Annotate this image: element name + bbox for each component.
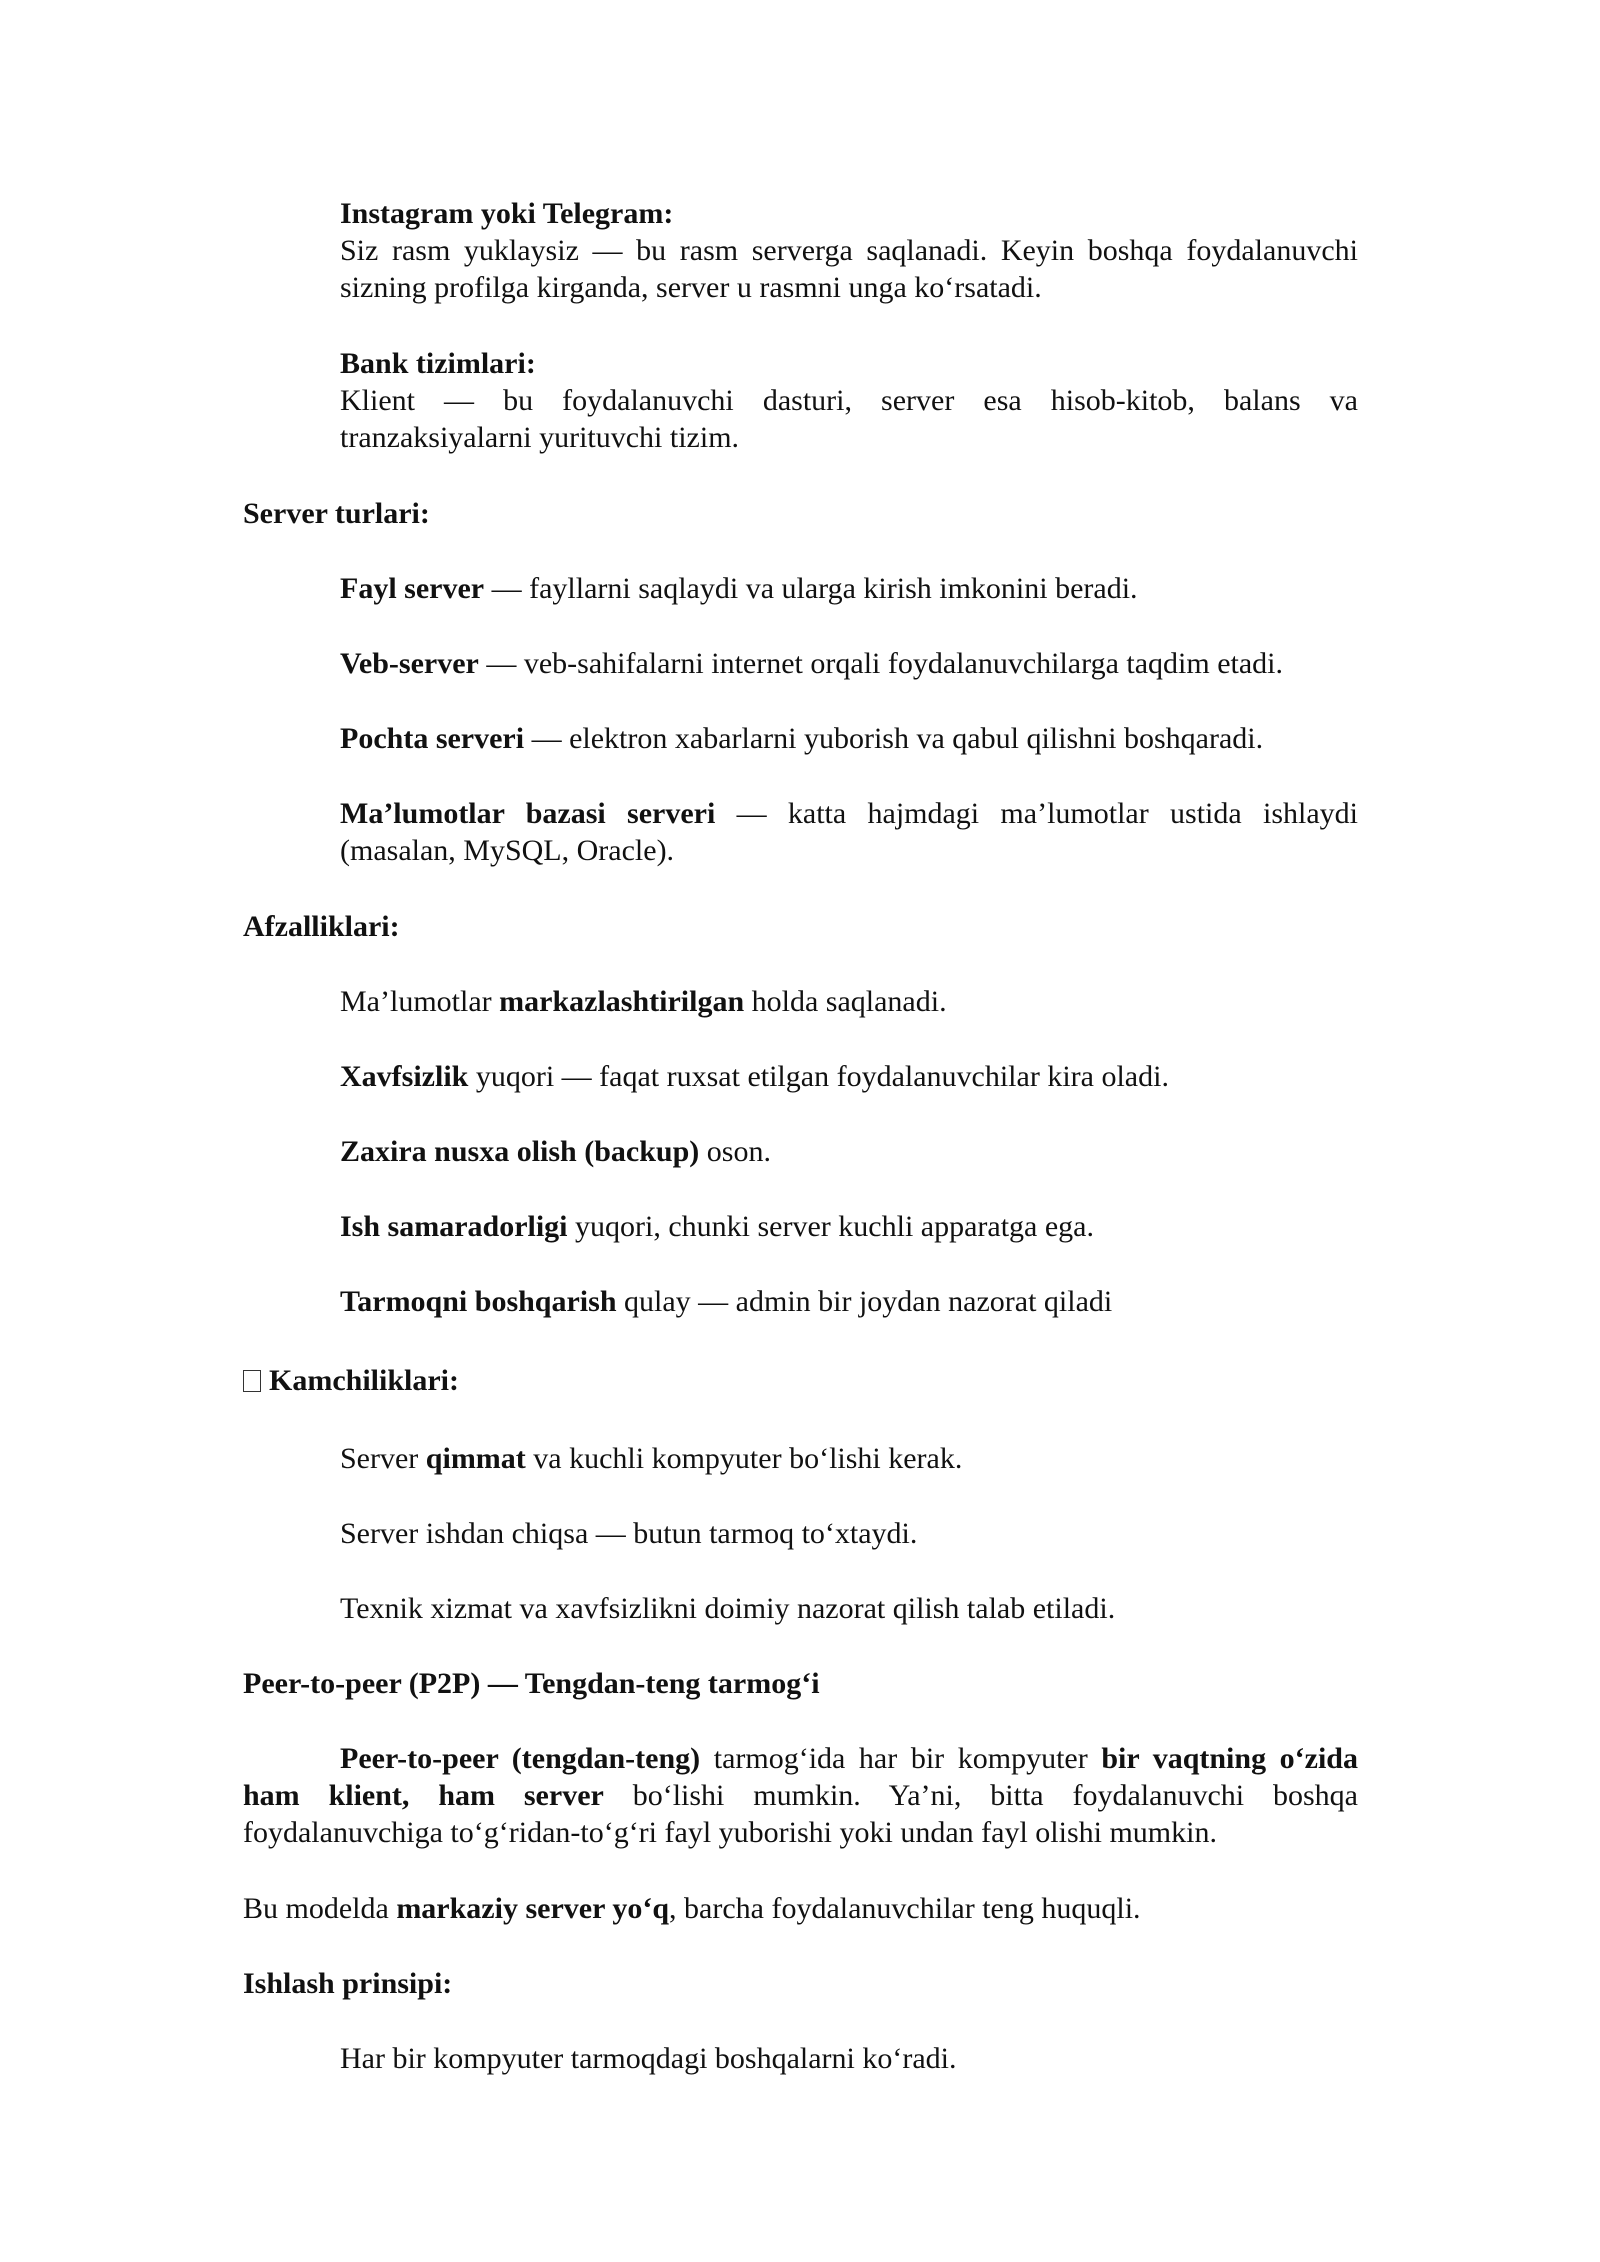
p2p-heading: Peer-to-peer (P2P) — Tengdan-teng tarmog‘i: [243, 1667, 820, 1700]
advantage-item: [340, 983, 1358, 1020]
server-type-term: Pochta serveri: [340, 722, 525, 755]
disadvantage-text: Texnik xizmat va xavfsizlikni doimiy nazorat qilish talab etiladi.: [340, 1592, 1116, 1625]
advantage-keyword: Xavfsizlik: [340, 1060, 469, 1093]
disadvantage-item: [340, 1440, 1358, 1477]
server-type-desc: — fayllarni saqlaydi va ularga kirish imkonini beradi.: [484, 572, 1138, 605]
server-type-desc: — elektron xabarlarni yuborish va qabul qilishni boshqaradi.: [524, 722, 1264, 755]
advantage-keyword: markazlashtirilgan: [499, 985, 745, 1018]
advantage-keyword: Zaxira nusxa olish (backup): [340, 1135, 700, 1168]
server-type-item: [340, 795, 1358, 869]
advantage-item: [340, 1283, 1358, 1320]
p2p-keyword: bir vaqtning o‘zida ham klient, ham server: [243, 1742, 1358, 1812]
p2p-text: bo‘lishi mumkin. Ya’ni, bitta foydalanuvchi boshqa foydalanuvchiga to‘g‘ridan-to‘g‘ri fayl yuborishi yoki undan fayl olishi mumkin.: [243, 1779, 1358, 1849]
advantage-text: yuqori — faqat ruxsat etilgan foydalanuvchilar kira oladi.: [468, 1060, 1169, 1093]
advantage-item: [340, 1208, 1358, 1245]
p2p-text: tarmog‘ida har bir kompyuter: [700, 1742, 1102, 1775]
advantage-item: [340, 1133, 1358, 1170]
disadvantages-heading-text: Kamchiliklari:: [269, 1364, 459, 1397]
advantages-heading: Afzalliklari:: [243, 910, 400, 943]
server-type-term: Ma’lumotlar bazasi serveri: [340, 797, 716, 830]
advantage-keyword: Tarmoqni boshqarish: [340, 1285, 617, 1318]
server-type-desc: — katta hajmdagi ma’lumotlar ustida ishlaydi (masalan, MySQL, Oracle).: [340, 797, 1358, 867]
p2p-text: Bu modelda: [243, 1892, 397, 1925]
checkbox-icon: [243, 1370, 261, 1392]
p2p-paragraph-1: [243, 1740, 1358, 1851]
server-type-term: Fayl server: [340, 572, 485, 605]
advantage-text: oson.: [699, 1135, 771, 1168]
advantage-text: holda saqlanadi.: [744, 985, 947, 1018]
disadvantage-item: [340, 1515, 1358, 1552]
server-type-desc: — veb-sahifalarni internet orqali foydalanuvchilarga taqdim etadi.: [478, 647, 1283, 680]
server-types-heading: Server turlari:: [243, 497, 430, 530]
disadvantage-text: Server: [340, 1442, 426, 1475]
advantage-keyword: Ish samaradorligi: [340, 1210, 568, 1243]
principle-item: Har bir kompyuter tarmoqdagi boshqalarni ko‘radi.: [340, 2042, 957, 2075]
p2p-keyword: markaziy server yo‘q: [396, 1892, 670, 1925]
example-bank: [340, 345, 1358, 456]
server-type-term: Veb-server: [340, 647, 479, 680]
p2p-paragraph-2: [243, 1890, 1358, 1927]
advantage-text: Ma’lumotlar: [340, 985, 500, 1018]
principle-heading: Ishlash prinsipi:: [243, 1967, 453, 2000]
disadvantage-item: [340, 1590, 1358, 1627]
example-instagram: [340, 195, 1358, 306]
server-type-item: [340, 720, 1358, 757]
disadvantages-heading: [243, 1362, 1358, 1399]
disadvantage-text: Server ishdan chiqsa — butun tarmoq to‘xtaydi.: [340, 1517, 918, 1550]
p2p-text: , barcha foydalanuvchilar teng huquqli.: [669, 1892, 1141, 1925]
p2p-term: Peer-to-peer (tengdan-teng): [340, 1742, 701, 1775]
example-bank-text: Klient — bu foydalanuvchi dasturi, server esa hisob-kitob, balans va tranzaksiyalarni yurituvchi tizim.: [340, 384, 1358, 454]
advantage-text: yuqori, chunki server kuchli apparatga ega.: [567, 1210, 1094, 1243]
example-bank-title: Bank tizimlari:: [340, 347, 536, 380]
example-instagram-text: Siz rasm yuklaysiz — bu rasm serverga saqlanadi. Keyin boshqa foydalanuvchi sizning profilga kirganda, server u rasmni unga ko‘rsatadi.: [340, 234, 1358, 304]
disadvantage-keyword: qimmat: [425, 1442, 526, 1475]
server-type-item: [340, 570, 1358, 607]
example-instagram-title: Instagram yoki Telegram:: [340, 197, 674, 230]
advantage-item: [340, 1058, 1358, 1095]
disadvantage-text: va kuchli kompyuter bo‘lishi kerak.: [525, 1442, 963, 1475]
server-type-item: [340, 645, 1358, 682]
advantage-text: qulay — admin bir joydan nazorat qiladi: [616, 1285, 1113, 1318]
